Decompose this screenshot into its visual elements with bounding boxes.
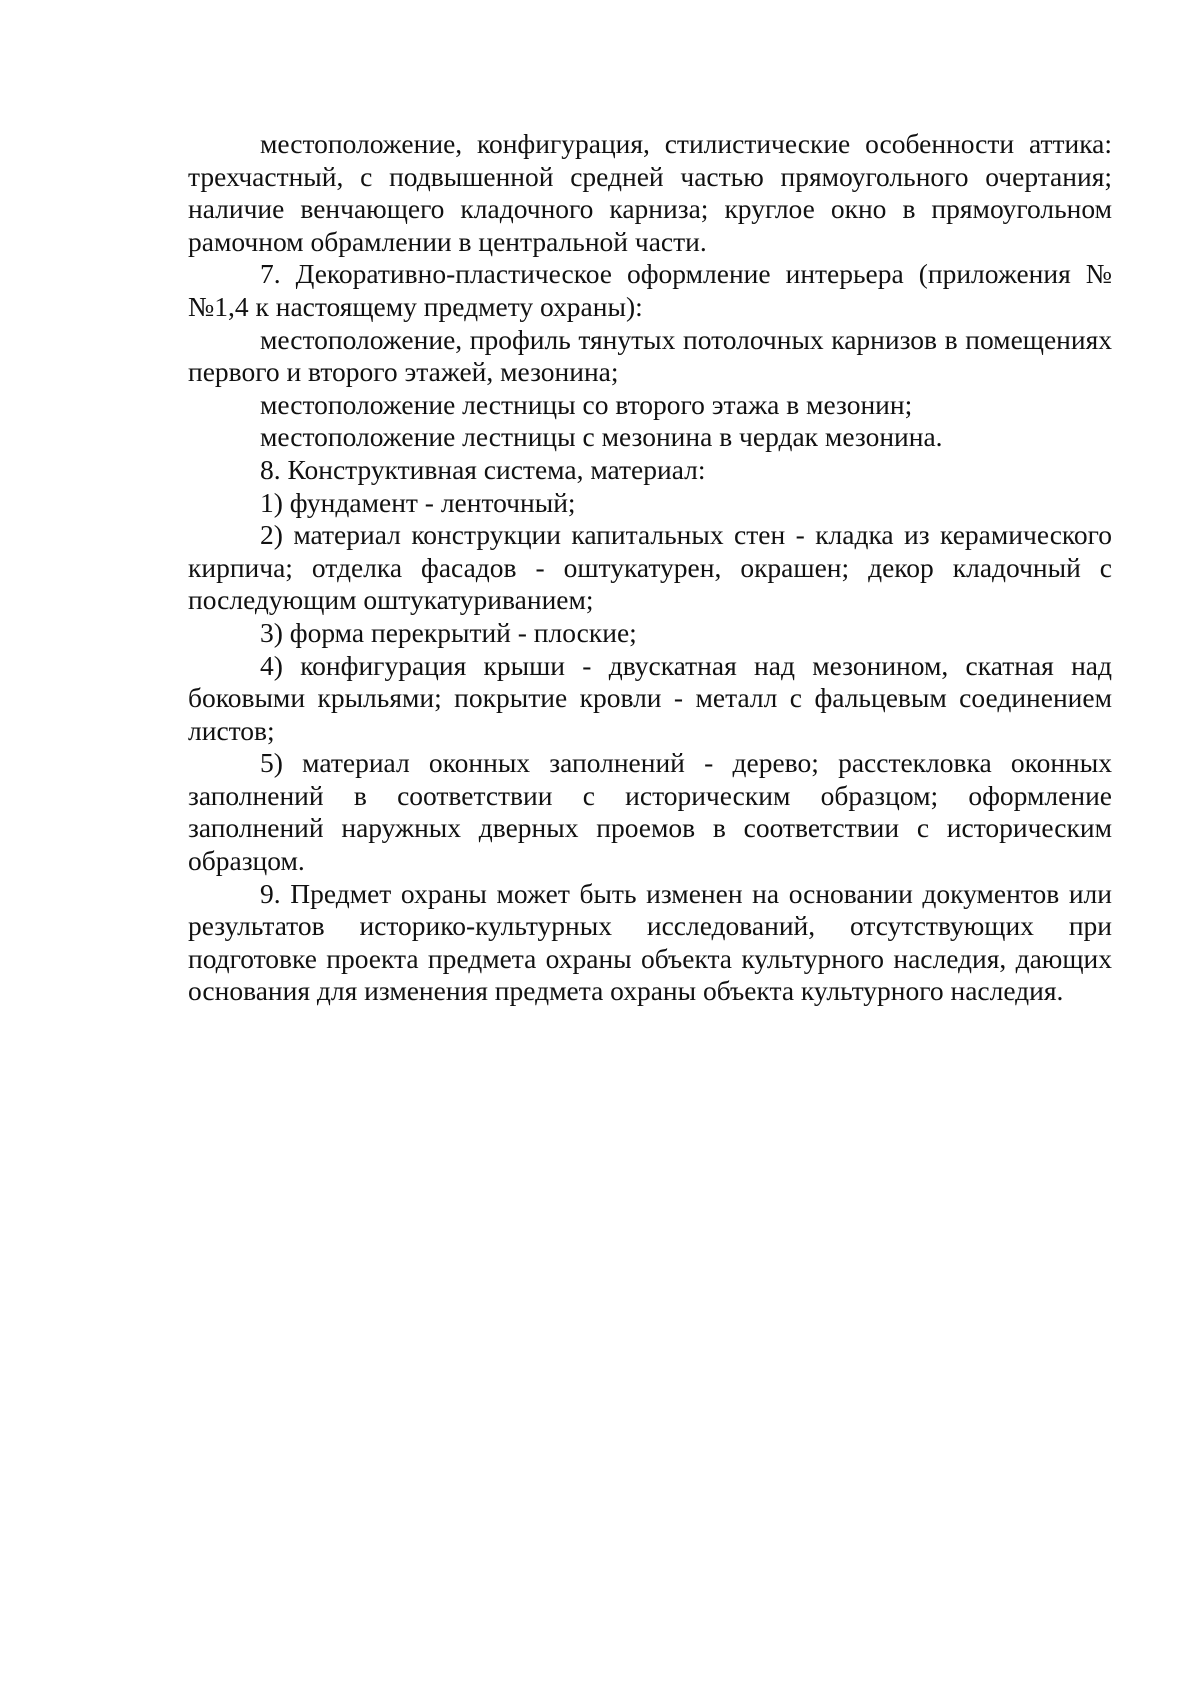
paragraph-roof: 4) конфигурация крыши - двускатная над мезонином, скатная над боковыми крыльями; покрытие кровли - металл с фальцевым соединением листов; [188, 649, 1112, 746]
paragraph-floor-slabs: 3) форма перекрытий - плоские; [260, 616, 637, 648]
paragraph-stair-to-mezzanine: местоположение лестницы со второго этажа в мезонин; [260, 388, 913, 420]
paragraph-item-7-heading: 7. Декоративно-пластическое оформление интерьера (приложения №№1,4 к настоящему предмету охраны): [188, 258, 1112, 322]
paragraph-stair-to-attic: местоположение лестницы с мезонина в чердак мезонина. [260, 421, 943, 453]
paragraph-windows-doors: 5) материал оконных заполнений - дерево; расстекловка оконных заполнений в соответствии с историческим образцом; оформление заполнений наружных дверных проемов в соответствии с историческим образцом. [188, 747, 1112, 877]
paragraph-item-8-heading: 8. Конструктивная система, материал: [260, 453, 706, 485]
paragraph-ceiling-cornices: местоположение, профиль тянутых потолочных карнизов в помещениях первого и второго этажей, мезонина; [188, 323, 1112, 388]
paragraph-item-9: 9. Предмет охраны может быть изменен на основании документов или результатов историко-культурных исследований, отсутствующих при подготовке проекта предмета охраны объекта культурного наследия, дающих основания для изменения предмета охраны объекта культурного наследия. [188, 877, 1112, 1007]
document-body [188, 128, 1112, 1008]
paragraph-wall-material: 2) материал конструкции капитальных стен - кладка из керамического кирпича; отделка фасадов - оштукатурен, окрашен; декор кладочный с последующим оштукатуриванием; [188, 519, 1112, 616]
paragraph-attic-description: местоположение, конфигурация, стилистические особенности аттика: трехчастный, с подвышенной средней частью прямоугольного очертания; наличие венчающего кладочного карниза; круглое окно в прямоугольном рамочном обрамлении в центральной части. [188, 128, 1112, 257]
paragraph-foundation: 1) фундамент - ленточный; [260, 486, 576, 518]
